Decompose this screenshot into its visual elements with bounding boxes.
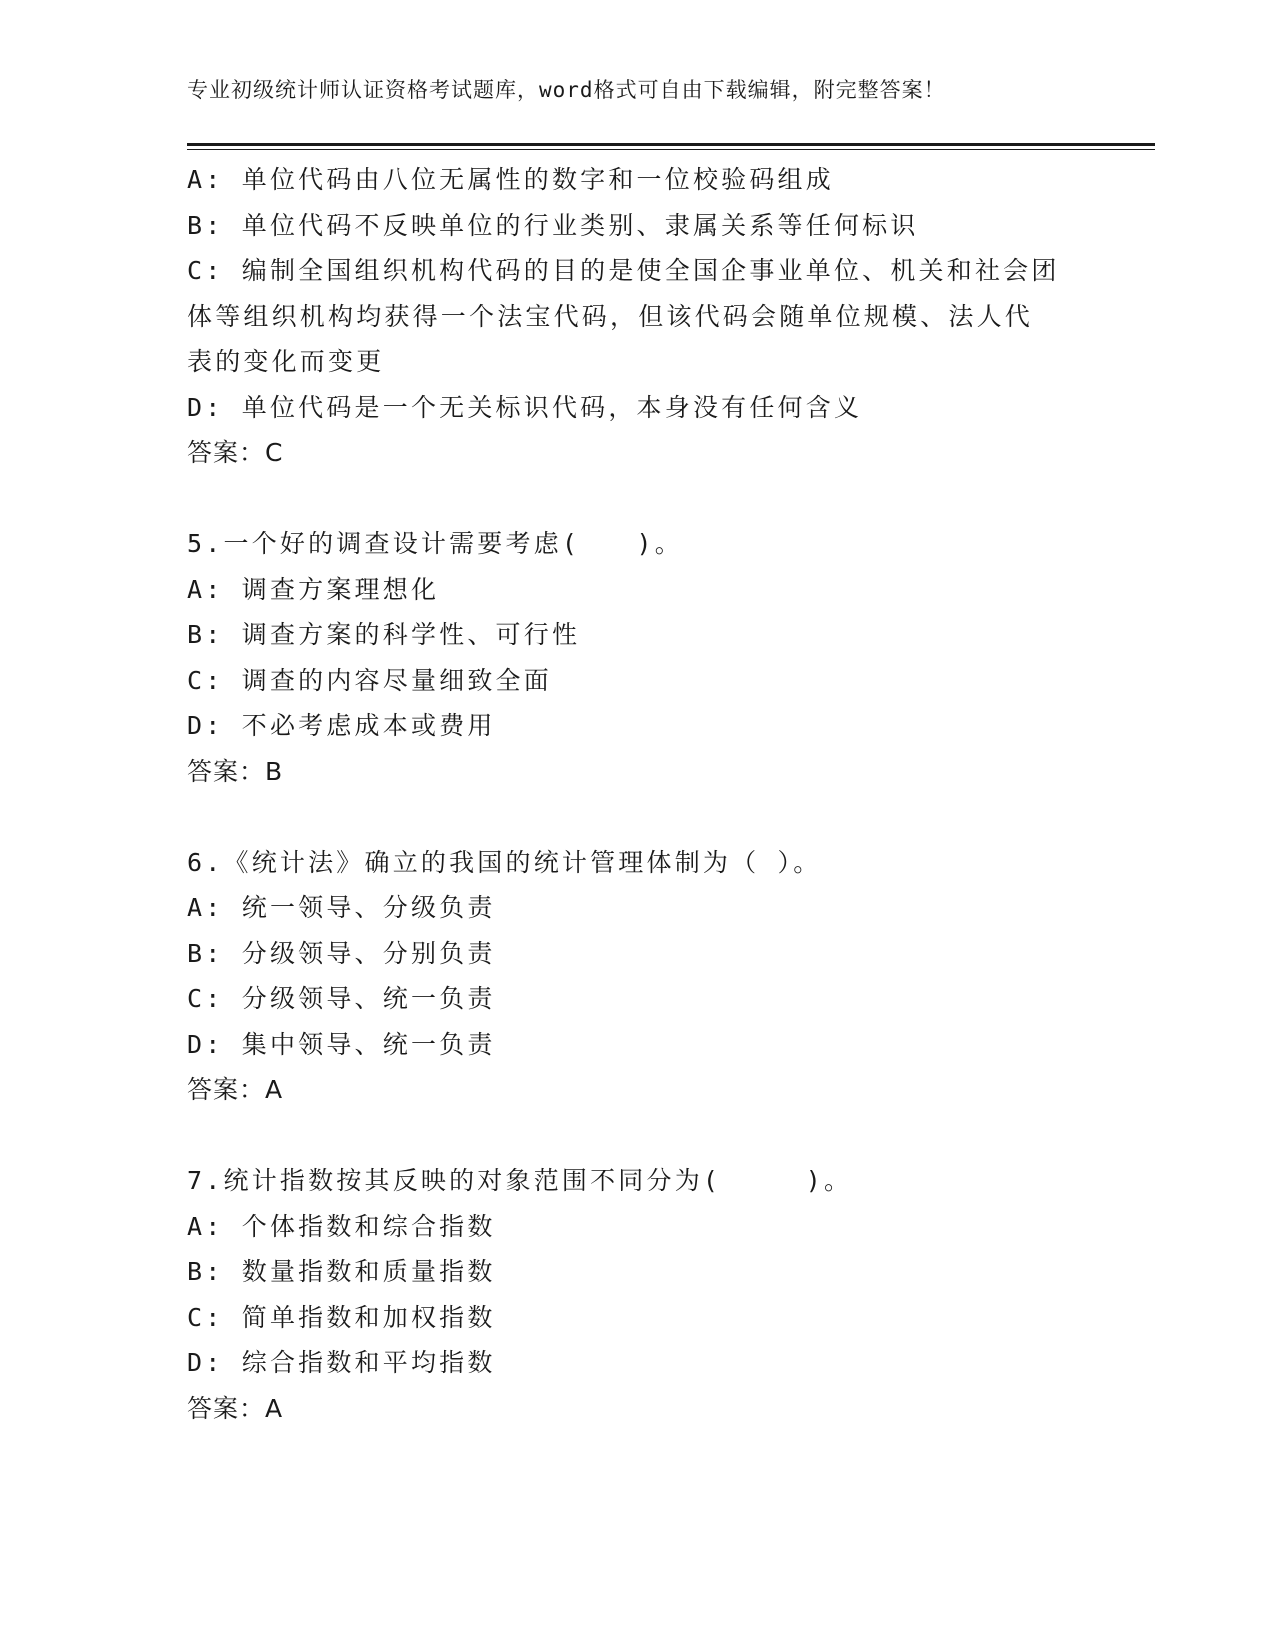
header-divider-thick [187, 143, 1155, 146]
question-5 [187, 521, 1087, 794]
option-b: B: 调查方案的科学性、可行性 [187, 620, 581, 649]
option-b: B: 单位代码不反映单位的行业类别、隶属关系等任何标识 [187, 210, 919, 240]
answer: 答案：C [187, 438, 284, 467]
spacer [187, 476, 1087, 522]
option-a: A: 单位代码由八位无属性的数字和一位校验码组成 [187, 165, 834, 194]
option-d: D: 综合指数和平均指数 [187, 1348, 496, 1377]
question-6 [187, 840, 1087, 1113]
answer: 答案：A [187, 1075, 284, 1104]
option-c: C: 分级领导、统一负责 [187, 984, 496, 1013]
header-divider-thin [187, 149, 1155, 150]
page-header: 专业初级统计师认证资格考试题库，word格式可自由下载编辑，附完整答案！ [187, 78, 946, 102]
option-c: C: 编制全国组织机构代码的目的是使全国企事业单位、机关和社会团 [187, 256, 1060, 285]
option-c-continued: 表的变化而变更 [187, 347, 385, 376]
question-7 [187, 1158, 1087, 1431]
answer: 答案：A [187, 1393, 284, 1423]
option-b: B: 数量指数和质量指数 [187, 1257, 496, 1286]
spacer [187, 1113, 1087, 1159]
option-b: B: 分级领导、分别负责 [187, 938, 496, 968]
option-a: A: 个体指数和综合指数 [187, 1211, 496, 1241]
option-d: D: 不必考虑成本或费用 [187, 711, 496, 740]
answer: 答案：B [187, 756, 284, 786]
option-a: A: 统一领导、分级负责 [187, 893, 496, 922]
spacer [187, 794, 1087, 840]
option-c: C: 调查的内容尽量细致全面 [187, 665, 552, 695]
option-d: D: 单位代码是一个无关标识代码，本身没有任何含义 [187, 392, 863, 422]
question-stem: 7.统计指数按其反映的对象范围不同分为( )。 [187, 1166, 853, 1195]
question-4 [187, 157, 1087, 476]
option-a: A: 调查方案理想化 [187, 574, 440, 604]
question-stem: 6.《统计法》确立的我国的统计管理体制为（ ）。 [187, 847, 822, 877]
question-list [187, 157, 1087, 1431]
option-c: C: 简单指数和加权指数 [187, 1302, 496, 1332]
option-c-continued: 体等组织机构均获得一个法宝代码，但该代码会随单位规模、法人代 [187, 301, 1034, 331]
question-stem: 5.一个好的调查设计需要考虑( )。 [187, 529, 684, 558]
option-d: D: 集中领导、统一负责 [187, 1029, 496, 1059]
